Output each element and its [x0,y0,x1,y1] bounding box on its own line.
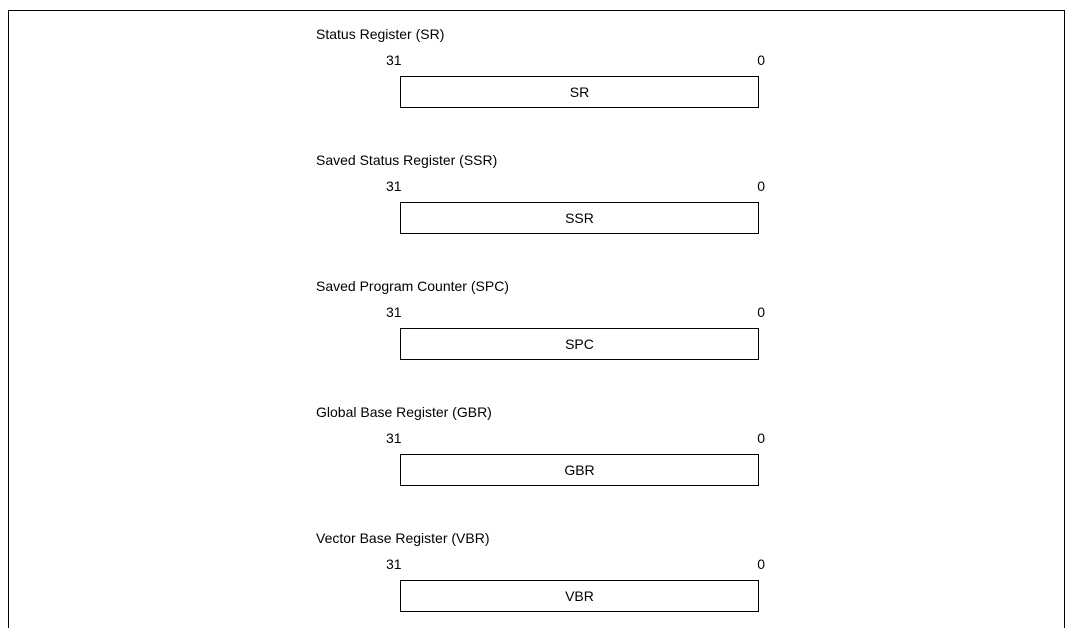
bit-high-label: 31 [386,556,402,572]
register-title: Saved Status Register (SSR) [316,152,498,168]
register-block-sr [316,26,766,122]
bit-low-label: 0 [757,304,765,320]
register-title: Saved Program Counter (SPC) [316,278,509,294]
bit-high-label: 31 [386,304,402,320]
register-box: VBR [400,580,759,612]
register-title: Global Base Register (GBR) [316,404,492,420]
register-title: Status Register (SR) [316,26,445,42]
register-block-vbr [316,530,766,626]
bit-low-label: 0 [757,178,765,194]
register-box: SSR [400,202,759,234]
bit-low-label: 0 [757,52,765,68]
register-box: SR [400,76,759,108]
bit-high-label: 31 [386,430,402,446]
bit-low-label: 0 [757,430,765,446]
bit-high-label: 31 [386,178,402,194]
register-block-ssr [316,152,766,248]
register-block-gbr [316,404,766,500]
bit-low-label: 0 [757,556,765,572]
register-box: SPC [400,328,759,360]
register-block-spc [316,278,766,374]
register-box: GBR [400,454,759,486]
register-title: Vector Base Register (VBR) [316,530,490,546]
bit-high-label: 31 [386,52,402,68]
